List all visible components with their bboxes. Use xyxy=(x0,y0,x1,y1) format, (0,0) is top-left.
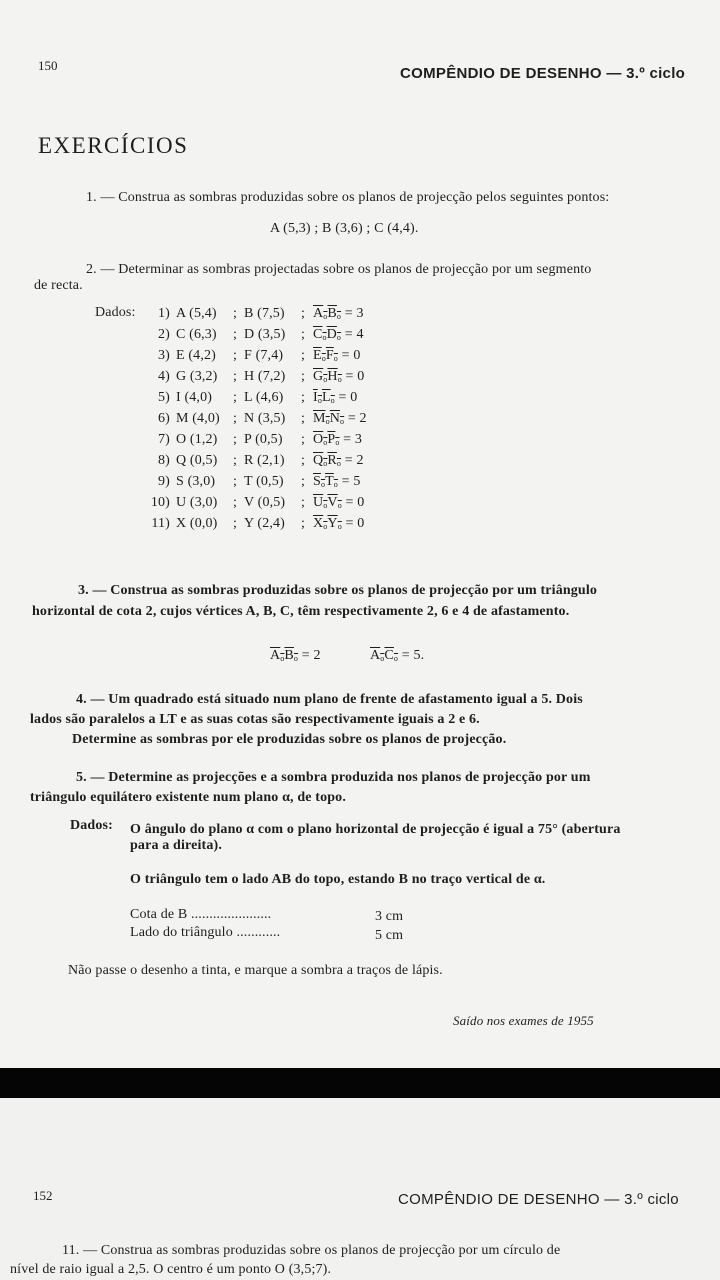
segment-start: Q xyxy=(313,453,324,468)
segment-end: V xyxy=(327,495,338,510)
dados-row-number: 7) xyxy=(158,432,170,447)
dados-row-segment: $C_oD_o = 4$ xyxy=(313,327,364,342)
segment-start: C xyxy=(313,327,323,342)
dados-row-point-1: S (3,0) xyxy=(176,474,216,489)
dados-row-point-2: H (7,2) xyxy=(244,369,286,384)
exercise-3-equation-1: $A_oB_o = 2$ xyxy=(270,648,321,663)
dados-row-point-1: I (4,0) xyxy=(176,390,213,405)
separator: ; xyxy=(233,327,238,342)
segment-value: 2 xyxy=(356,453,364,468)
segment-value: 0 xyxy=(357,495,365,510)
dados-label: Dados: xyxy=(95,305,136,320)
dados-row-number: 5) xyxy=(158,390,170,405)
separator: ; xyxy=(301,432,306,447)
running-head: COMPÊNDIO DE DESENHO — 3.º ciclo xyxy=(400,65,686,82)
dados-row-point-1: M (4,0) xyxy=(176,411,220,426)
exercise-5-dados-label: Dados: xyxy=(70,818,113,833)
dados-row-number: 3) xyxy=(158,348,170,363)
segment-end: R xyxy=(327,453,337,468)
dados-row-point-1: O (1,2) xyxy=(176,432,218,447)
segment-value: 3 xyxy=(356,306,364,321)
dados-row-point-2: V (0,5) xyxy=(244,495,286,510)
dados-row-segment: $M_oN_o = 2$ xyxy=(313,411,367,426)
exercise-5-dados-line-3: O triângulo tem o lado AB do topo, estando B no traço vertical de α. xyxy=(130,872,546,887)
dados-row-point-1: G (3,2) xyxy=(176,369,218,384)
dados-row-point-1: E (4,2) xyxy=(176,348,216,363)
separator: ; xyxy=(301,369,306,384)
dados-row-number: 4) xyxy=(158,369,170,384)
dados-row-point-2: L (4,6) xyxy=(244,390,284,405)
separator: ; xyxy=(233,390,238,405)
dados-row-point-2: N (3,5) xyxy=(244,411,286,426)
lado-label: Lado do triângulo ............ xyxy=(130,925,281,940)
segment-start: M xyxy=(313,411,326,426)
segment-value: 0 xyxy=(350,390,358,405)
separator: ; xyxy=(233,306,238,321)
dados-row-number: 6) xyxy=(158,411,170,426)
segment-start: G xyxy=(313,369,324,384)
exercise-3-line-2: horizontal de cota 2, cujos vértices A, B, C, têm respectivamente 2, 6 e 4 de afastamento. xyxy=(32,604,570,619)
cota-value: 3 cm xyxy=(375,909,404,924)
exercise-5-dados-line-1: O ângulo do plano α com o plano horizontal de projecção é igual a 75° (abertura xyxy=(130,822,621,837)
dados-row-point-2: P (0,5) xyxy=(244,432,283,447)
dados-row-segment: $I_oL_o = 0$ xyxy=(313,390,358,405)
dados-row-point-1: U (3,0) xyxy=(176,495,218,510)
lado-value: 5 cm xyxy=(375,928,404,943)
page-divider xyxy=(0,1068,720,1098)
exercise-3-line-1: 3. — Construa as sombras produzidas sobre os planos de projecção por um triângulo xyxy=(78,583,598,598)
dados-row-point-1: Q (0,5) xyxy=(176,453,218,468)
separator: ; xyxy=(301,516,306,531)
exercise-2-line-2: de recta. xyxy=(34,278,83,293)
separator: ; xyxy=(301,327,306,342)
dados-row-segment: $S_oT_o = 5$ xyxy=(313,474,361,489)
dados-row-number: 11) xyxy=(151,516,170,531)
segment-value: 0 xyxy=(357,369,365,384)
dados-row-point-1: A (5,4) xyxy=(176,306,217,321)
running-head: COMPÊNDIO DE DESENHO — 3.º ciclo xyxy=(398,1191,679,1208)
exercise-1-points: A (5,3) ; B (3,6) ; C (4,4). xyxy=(270,221,419,236)
segment-value: 2 xyxy=(359,411,367,426)
dados-row-number: 9) xyxy=(158,474,170,489)
dados-row-segment: $G_oH_o = 0$ xyxy=(313,369,365,384)
segment-value: 4 xyxy=(356,327,364,342)
separator: ; xyxy=(233,495,238,510)
dados-row-point-2: F (7,4) xyxy=(244,348,284,363)
segment-value: 0 xyxy=(353,348,361,363)
segment-end: B xyxy=(327,306,337,321)
dados-row-point-2: Y (2,4) xyxy=(244,516,285,531)
segment-start: S xyxy=(313,474,321,489)
segment-start: A xyxy=(313,306,324,321)
exercise-5-note: Não passe o desenho a tinta, e marque a sombra a traços de lápis. xyxy=(68,963,443,978)
page-number: 150 xyxy=(38,58,58,73)
cota-label: Cota de B ...................... xyxy=(130,907,272,922)
dados-row-point-1: X (0,0) xyxy=(176,516,218,531)
dados-row-number: 10) xyxy=(150,495,170,510)
segment-start: O xyxy=(313,432,324,447)
separator: ; xyxy=(233,453,238,468)
segment-end: P xyxy=(327,432,336,447)
dados-row-number: 8) xyxy=(158,453,170,468)
separator: ; xyxy=(233,432,238,447)
segment-end: H xyxy=(327,369,338,384)
separator: ; xyxy=(301,348,306,363)
dados-row-number: 1) xyxy=(158,306,170,321)
dados-row-segment: $X_oY_o = 0$ xyxy=(313,516,365,531)
section-heading: EXERCÍCIOS xyxy=(38,133,189,158)
exercise-11-line-2: nível de raio igual a 2,5. O centro é um ponto O (3,5;7). xyxy=(10,1262,332,1277)
segment-value: 3 xyxy=(354,432,363,447)
separator: ; xyxy=(301,411,306,426)
exercise-5-line-2: triângulo equilátero existente num plano α, de topo. xyxy=(30,790,346,805)
segment-end: Y xyxy=(327,516,338,531)
exercise-4-line-1: 4. — Um quadrado está situado num plano de frente de afastamento igual a 5. Dois xyxy=(76,692,583,707)
dados-row-number: 2) xyxy=(158,327,170,342)
dados-row-segment: $U_oV_o = 0$ xyxy=(313,495,365,510)
segment-end: N xyxy=(329,411,341,426)
page-number: 152 xyxy=(33,1188,53,1203)
segment-end: L xyxy=(321,390,331,405)
segment-end: F xyxy=(325,348,334,363)
dados-row-point-2: R (2,1) xyxy=(244,453,285,468)
exercise-1-text: 1. — Construa as sombras produzidas sobre os planos de projecção pelos seguintes pontos: xyxy=(86,190,610,205)
dados-row-segment: $A_oB_o = 3$ xyxy=(313,306,364,321)
segment-start: U xyxy=(313,495,324,510)
exercise-11-line-1: 11. — Construa as sombras produzidas sobre os planos de projecção por um círculo de xyxy=(62,1243,561,1258)
dados-row-point-2: B (7,5) xyxy=(244,306,285,321)
exercise-5-line-1: 5. — Determine as projecções e a sombra produzida nos planos de projecção por um xyxy=(76,770,591,785)
exercise-4-line-2: lados são paralelos a LT e as suas cotas são respectivamente iguais a 2 e 6. xyxy=(30,712,480,727)
separator: ; xyxy=(301,306,306,321)
separator: ; xyxy=(233,516,238,531)
separator: ; xyxy=(233,474,238,489)
separator: ; xyxy=(233,411,238,426)
separator: ; xyxy=(301,453,306,468)
exercise-2-line-1: 2. — Determinar as sombras projectadas sobre os planos de projecção por um segmento xyxy=(86,262,592,277)
exercise-4-line-3: Determine as sombras por ele produzidas sobre os planos de projecção. xyxy=(72,732,507,747)
dados-row-point-2: D (3,5) xyxy=(244,327,286,342)
page-152 xyxy=(0,1098,720,1280)
separator: ; xyxy=(301,474,306,489)
segment-value: 5 xyxy=(353,474,361,489)
exercise-5-dados-line-2: para a direita). xyxy=(130,838,222,853)
dados-row-point-1: C (6,3) xyxy=(176,327,217,342)
segment-end: T xyxy=(325,474,334,489)
separator: ; xyxy=(233,348,238,363)
separator: ; xyxy=(301,390,306,405)
dados-row-segment: $Q_oR_o = 2$ xyxy=(313,453,364,468)
segment-value: 0 xyxy=(357,516,365,531)
segment-end: D xyxy=(326,327,337,342)
exercise-5-source: Saído nos exames de 1955 xyxy=(453,1013,594,1028)
segment-start: I xyxy=(313,390,318,405)
segment-start: E xyxy=(313,348,322,363)
separator: ; xyxy=(301,495,306,510)
separator: ; xyxy=(233,369,238,384)
dados-row-segment: $E_oF_o = 0$ xyxy=(313,348,361,363)
exercise-3-equation-2: $A_oC_o = 5$. xyxy=(370,648,425,663)
dados-row-segment: $O_oP_o = 3$ xyxy=(313,432,363,447)
dados-row-point-2: T (0,5) xyxy=(244,474,284,489)
segment-start: X xyxy=(313,516,324,531)
